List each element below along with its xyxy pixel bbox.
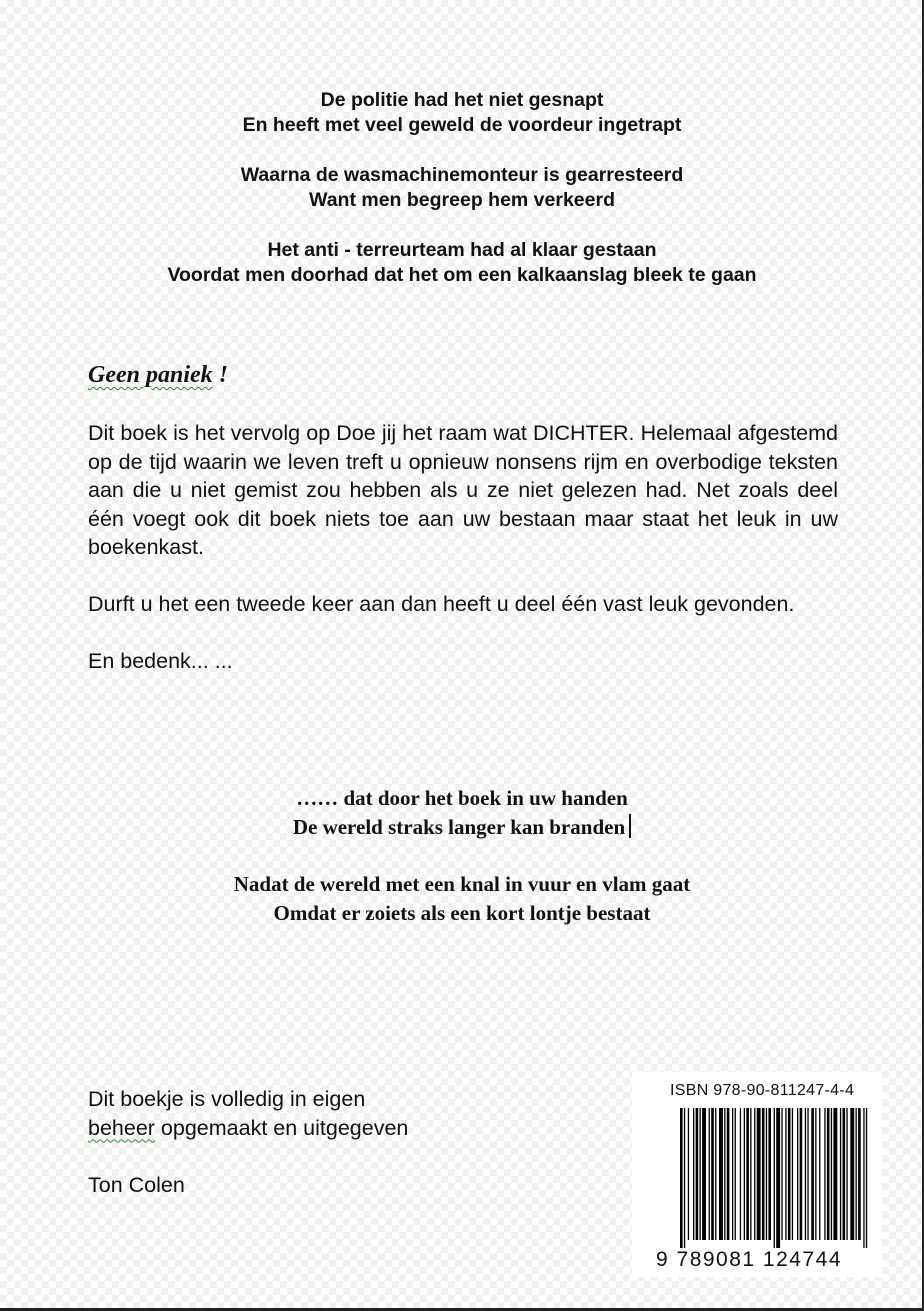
opening-poem bbox=[0, 88, 924, 313]
barcode-icon bbox=[680, 1108, 870, 1248]
colophon-line: Dit boekje is volledig in eigen bbox=[88, 1087, 366, 1111]
section-heading bbox=[88, 362, 228, 389]
blurb-paragraph: En bedenk... ... bbox=[88, 649, 233, 673]
isbn-block bbox=[632, 1072, 882, 1277]
poem-line: Omdat er zoiets als een kort lontje bestaat bbox=[273, 901, 651, 925]
poem-line: …… dat door het boek in uw handen bbox=[296, 786, 628, 810]
colophon bbox=[88, 1085, 408, 1228]
poem-line: De politie had het niet gesnapt bbox=[320, 89, 604, 111]
heading-suffix: ! bbox=[212, 362, 228, 388]
poem-line: Het anti - terreurteam had al klaar gestaan bbox=[267, 239, 657, 261]
blurb-paragraph: Durft u het een tweede keer aan dan heeft u deel één vast leuk gevonden. bbox=[88, 592, 795, 616]
poem-stanza bbox=[0, 238, 924, 288]
closing-poem bbox=[0, 784, 924, 956]
poem-stanza bbox=[0, 784, 924, 842]
blurb-paragraph-text: Dit boek is het vervolg op Doe jij het raam wat DICHTER. Helemaal afgestemd op de tijd waarin we leven treft u opnieuw nonsens rijm en overbodige teksten aan die u niet gemist zou hebben als u ze niet gelezen had. Net zoals deel één voegt ook dit boek niets toe aan uw bestaan maar staat het leuk in uw boekenkast. bbox=[88, 421, 838, 559]
poem-line: Waarna de wasmachinemonteur is gearresteerd bbox=[240, 164, 684, 186]
colophon-text bbox=[88, 1085, 408, 1142]
poem-stanza bbox=[0, 88, 924, 138]
isbn-label: ISBN 978-90-811247-4-4 bbox=[670, 1082, 855, 1099]
text-cursor bbox=[629, 814, 631, 838]
poem-line: Voordat men doorhad dat het om een kalkaanslag bleek te gaan bbox=[167, 264, 757, 286]
poem-line: En heeft met veel geweld de voordeur ingetrapt bbox=[242, 114, 682, 136]
poem-stanza bbox=[0, 163, 924, 213]
barcode-digits: 9 789081 124744 bbox=[656, 1248, 842, 1271]
poem-stanza bbox=[0, 870, 924, 928]
blurb-paragraph bbox=[88, 419, 838, 562]
poem-line-text: De wereld straks langer kan branden bbox=[292, 815, 626, 839]
colophon-line: opgemaakt en uitgegeven bbox=[154, 1115, 409, 1140]
author-name: Ton Colen bbox=[88, 1172, 185, 1197]
blurb-text bbox=[88, 419, 838, 704]
colophon-underlined-word: beheer bbox=[88, 1115, 155, 1140]
poem-line: Want men begreep hem verkeerd bbox=[309, 189, 615, 211]
heading-text: Geen paniek bbox=[88, 362, 213, 388]
poem-line: Nadat de wereld met een knal in vuur en vlam gaat bbox=[233, 872, 691, 896]
poem-line bbox=[0, 813, 924, 842]
